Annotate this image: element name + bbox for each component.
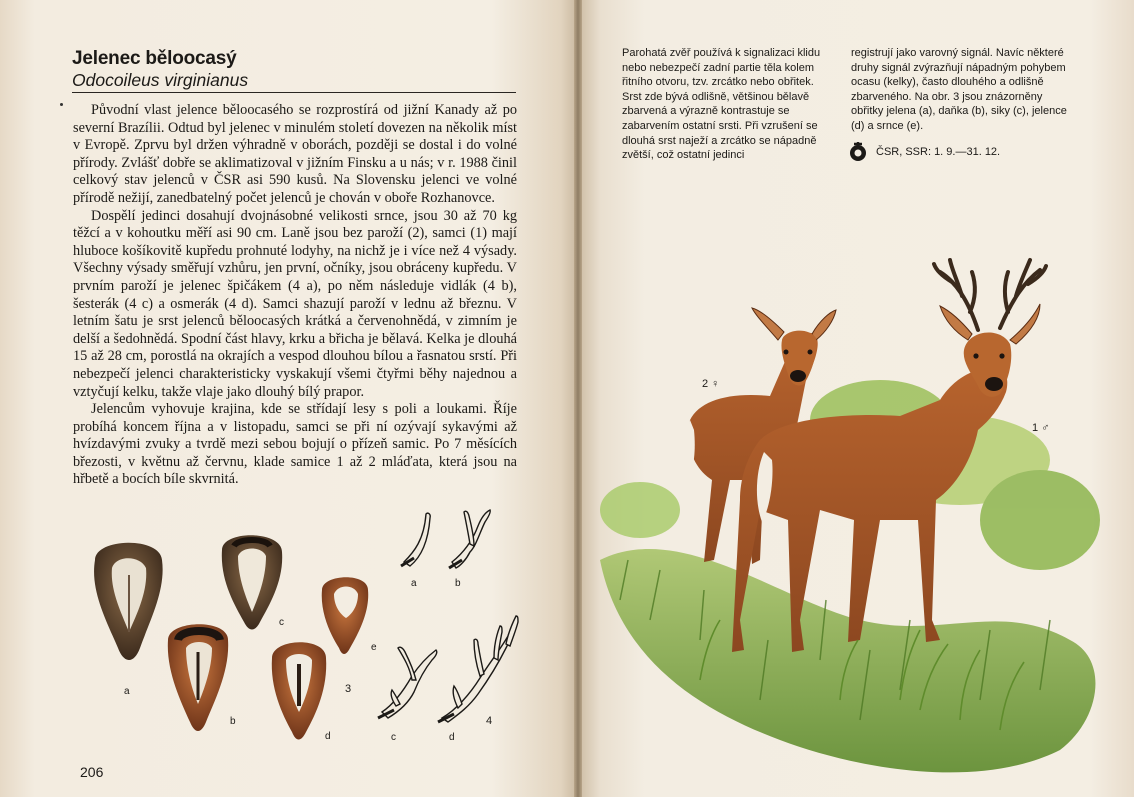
rump-label-e: e — [371, 642, 377, 653]
rump-label-b: b — [230, 716, 236, 727]
paragraph-habitat: Jelencům vyhovuje krajina, kde se střídají lesy s poli a loukami. Říje probíhá koncem října a v listopadu, samci se při ní ozývají sykavými až hvízdavými zvuky a tvrdě mezi sebou bojují o přízeň samic. Po 7 měsících březosti, v květnu až červnu, klade samice 1 až 2 mláďata, která jsou na hřbetě a bocích bíle skvrnitá. — [73, 401, 517, 488]
caption-column-1: Parohatá zvěř používá k signalizaci klidu nebo nebezpečí zadní partie těla kolem řitního otvoru, tzv. zrcátko nebo obřitek. Srst zde bývá odlišně, většinou bělavě zbarvená a výrazně kontrastuje se zabarvením ostatní srsti. Při vzrušení se dlouhá srst naježí a zrcátko se nápadně zvětší, což ostatní jedinci — [622, 47, 821, 162]
antler-label-c: c — [391, 732, 396, 743]
page-number: 206 — [80, 764, 104, 780]
rump-label-d: d — [325, 731, 331, 742]
rump-label-a: a — [124, 686, 130, 697]
antler-label-b: b — [455, 578, 461, 589]
paragraph-distribution: Původní vlast jelence běloocasého se rozprostírá od jižní Kanady až po severní Brazílii. Odtud byl jelenec v minulém století dovezen na několik míst v Evropě. Zprvu byl držen výhradně v oborách, později se dostal i do volné přírody. Zvlášť dobře se aklimatizoval v jižním Finsku a u nás; v r. 1988 činil celkový stav jelenců v ČSR asi 590 kusů. Na Slovensku jelenci ve volné přírodě nežijí, zanedbatelný počet jelenců je chován v oboře Rozhanovce. — [73, 102, 517, 206]
antler-label-d: d — [449, 732, 455, 743]
figure-3-number: 3 — [345, 683, 352, 695]
paragraph-description: Dospělí jedinci dosahují dvojnásobné velikosti srnce, jsou 30 až 70 kg těžcí a v kohoutku měří asi 90 cm. Laně jsou bez paroží (2), samci (1) mají hluboce košíkovitě kupředu prohnuté lodyhy, na nichž je i více než 4 výsady. Všechny výsady směřují vzhůru, jen první, očníky, jsou obráceny kupředu. V prvním paroží je jelenec špičákem (4 a), po něm následuje vidlák (4 b), šesterák (4 c) a osmerák (4 d). Samci shazují paroží v lednu až březnu. V letním šatu je srst jelenců běloocasých krátká a červenohnědá, v zimním je delší a šedohnědá. Spodní část hlavy, krku a břicha je bělavá. Kelka je dlouhá 15 až 28 cm, porostlá na okrajích a vespod dlouhou bílou a řasnatou srstí. Při nebezpečí jelenci charakteristicky vyskakují všemi čtyřmi běhy najednou a vztyčují kelku, takže vlaje jako dlouhý bílý prapor. — [73, 207, 517, 400]
rump-label-c: c — [279, 617, 284, 628]
label-female: 2 ♀ — [702, 378, 720, 390]
antler-label-a: a — [411, 578, 417, 589]
label-male: 1 ♂ — [1032, 422, 1050, 434]
species-latin-name: Odocoileus virginianus — [72, 70, 249, 90]
figure-4-number: 4 — [486, 715, 493, 727]
hunting-season-text: ČSR, SSR: 1. 9.—31. 12. — [876, 146, 1001, 158]
caption-column-2: registrují jako varovný signál. Navíc některé druhy signál zvýrazňují nápadným pohybem ocasu (kelky), často dlouhého a odlišně zbarveného. Na obr. 3 jsou znázorněny obřitky jelena (a), daňka (b), siky (c), jelence (d) a srnce (e). — [851, 47, 1067, 132]
species-title: Jelenec běloocasý — [72, 48, 237, 69]
